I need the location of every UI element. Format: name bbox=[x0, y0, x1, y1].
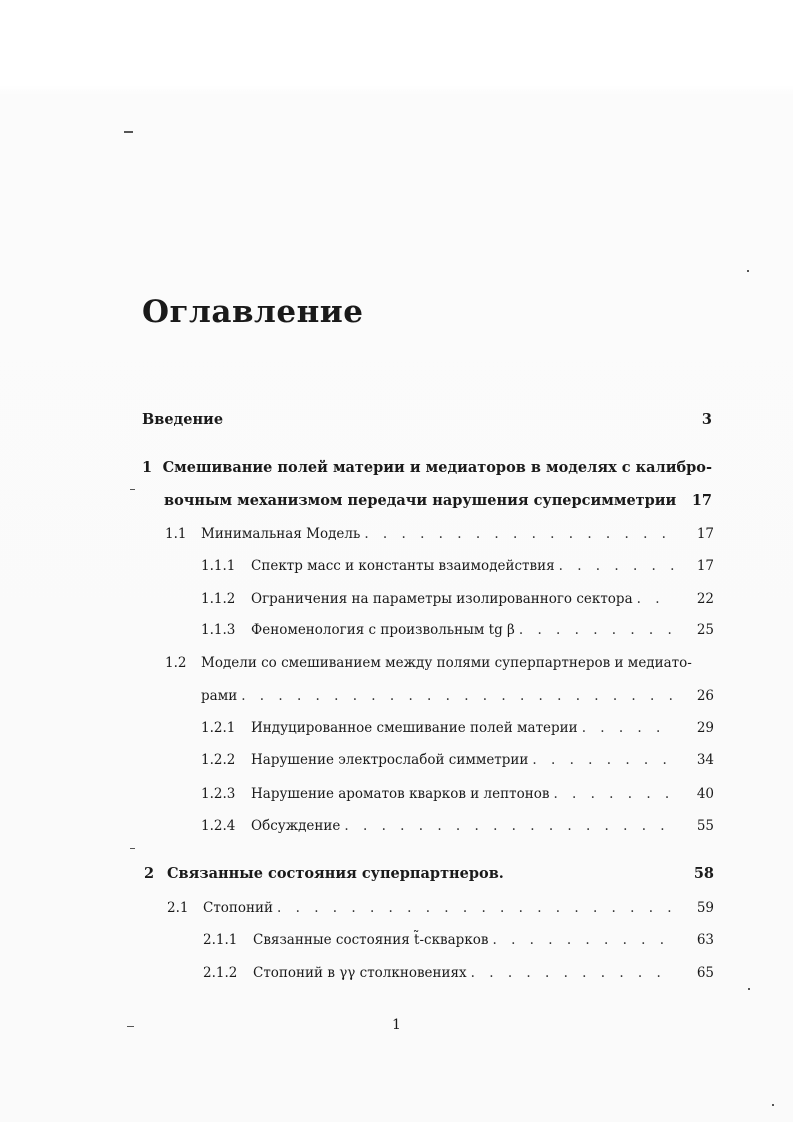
toc-title: Нарушение ароматов кварков и лептонов bbox=[251, 786, 550, 802]
toc-page: 59 bbox=[696, 900, 714, 916]
dot-leader bbox=[471, 965, 674, 981]
dot-leader bbox=[582, 720, 674, 736]
toc-entry-2-1-2[interactable] bbox=[203, 965, 714, 981]
toc-number: 1.2.2 bbox=[201, 752, 236, 768]
toc-title: Индуцированное смешивание полей материи bbox=[251, 720, 578, 736]
toc-page: 26 bbox=[696, 688, 714, 704]
dot-leader bbox=[344, 818, 674, 834]
scan-speck bbox=[127, 1026, 134, 1027]
toc-title: Обсуждение bbox=[251, 818, 341, 834]
toc-title-line1: Смешивание полей материи и медиаторов в моделях с калибро- bbox=[162, 459, 712, 476]
dot-leader bbox=[637, 591, 674, 607]
toc-entry-1-2-cont[interactable] bbox=[201, 688, 714, 704]
toc-number: 1.2 bbox=[165, 655, 187, 671]
toc-page: 17 bbox=[696, 526, 714, 542]
toc-page: 17 bbox=[696, 558, 714, 574]
toc-number: 1.1.2 bbox=[201, 591, 236, 607]
toc-number: 1.1 bbox=[165, 526, 187, 542]
toc-number: 2.1 bbox=[167, 900, 189, 916]
toc-number: 1.1.1 bbox=[201, 558, 236, 574]
toc-entry-1-2-2[interactable] bbox=[201, 752, 714, 768]
toc-page: 3 bbox=[701, 411, 712, 428]
toc-entry-1-2-1[interactable] bbox=[201, 720, 714, 736]
toc-number: 1.2.3 bbox=[201, 786, 236, 802]
toc-number: 1.2.1 bbox=[201, 720, 236, 736]
toc-entry-2-1-1[interactable] bbox=[203, 932, 714, 948]
scan-speck bbox=[748, 988, 750, 990]
toc-entry-1-1[interactable] bbox=[165, 526, 714, 542]
toc-title-line2: вочным механизмом передачи нарушения суперсимметрии bbox=[164, 492, 677, 509]
toc-page: 65 bbox=[696, 965, 714, 981]
toc-title: Феноменология с произвольным tg β bbox=[251, 622, 515, 638]
toc-entry-2-1[interactable] bbox=[167, 900, 714, 916]
toc-number: 2.1.2 bbox=[203, 965, 238, 981]
scan-speck bbox=[772, 1104, 774, 1106]
toc-page: 22 bbox=[696, 591, 714, 607]
toc-title-line1: Модели со смешиванием между полями суперпартнеров и медиато- bbox=[201, 655, 692, 671]
toc-entry-1-1-3[interactable] bbox=[201, 622, 714, 638]
toc-title: Стопоний в γγ столкновениях bbox=[253, 965, 467, 981]
toc-entry-intro[interactable] bbox=[142, 411, 712, 428]
toc-page: 34 bbox=[696, 752, 714, 768]
dot-leader bbox=[493, 932, 675, 948]
toc-page: 63 bbox=[696, 932, 714, 948]
toc-title-line2: рами bbox=[201, 688, 238, 704]
toc-number: 2 bbox=[144, 865, 155, 882]
dot-leader bbox=[364, 526, 674, 542]
dot-leader bbox=[519, 622, 674, 638]
toc-title: Стопоний bbox=[203, 900, 274, 916]
scan-speck bbox=[130, 489, 135, 490]
toc-title: Минимальная Модель bbox=[201, 526, 361, 542]
toc-page: 58 bbox=[693, 865, 714, 882]
toc-number: 2.1.1 bbox=[203, 932, 238, 948]
toc-page: 40 bbox=[696, 786, 714, 802]
toc-entry-chapter-1[interactable] bbox=[142, 459, 712, 476]
dot-leader bbox=[559, 558, 674, 574]
toc-entry-1-1-2[interactable] bbox=[201, 591, 714, 607]
toc-page: 17 bbox=[691, 492, 712, 509]
toc-entry-1-2[interactable] bbox=[165, 655, 714, 671]
dot-leader bbox=[553, 786, 674, 802]
toc-number: 1 bbox=[142, 459, 153, 476]
scan-speck bbox=[130, 848, 135, 849]
toc-entry-1-2-3[interactable] bbox=[201, 786, 714, 802]
toc-title: Связанные состояния t̃-скварков bbox=[253, 932, 489, 948]
dot-leader bbox=[532, 752, 674, 768]
toc-number: 1.1.3 bbox=[201, 622, 236, 638]
toc-title: Спектр масс и константы взаимодействия bbox=[251, 558, 555, 574]
page-number: 1 bbox=[392, 1017, 401, 1033]
toc-page: 55 bbox=[696, 818, 714, 834]
dot-leader bbox=[277, 900, 674, 916]
scan-speck bbox=[124, 131, 133, 133]
toc-page: 25 bbox=[696, 622, 714, 638]
toc-number: 1.2.4 bbox=[201, 818, 236, 834]
toc-entry-chapter-1-cont[interactable] bbox=[164, 492, 712, 509]
toc-entry-1-1-1[interactable] bbox=[201, 558, 714, 574]
toc-entry-chapter-2[interactable] bbox=[144, 865, 714, 882]
toc-title: Нарушение электрослабой симметрии bbox=[251, 752, 529, 768]
toc-title: Введение bbox=[142, 411, 224, 428]
toc-entry-1-2-4[interactable] bbox=[201, 818, 714, 834]
scan-speck bbox=[747, 270, 749, 272]
toc-title: Связанные состояния суперпартнеров. bbox=[167, 865, 504, 882]
page-title: Оглавление bbox=[142, 294, 364, 330]
toc-title: Ограничения на параметры изолированного сектора bbox=[251, 591, 633, 607]
dot-leader bbox=[241, 688, 674, 704]
toc-page: 29 bbox=[696, 720, 714, 736]
